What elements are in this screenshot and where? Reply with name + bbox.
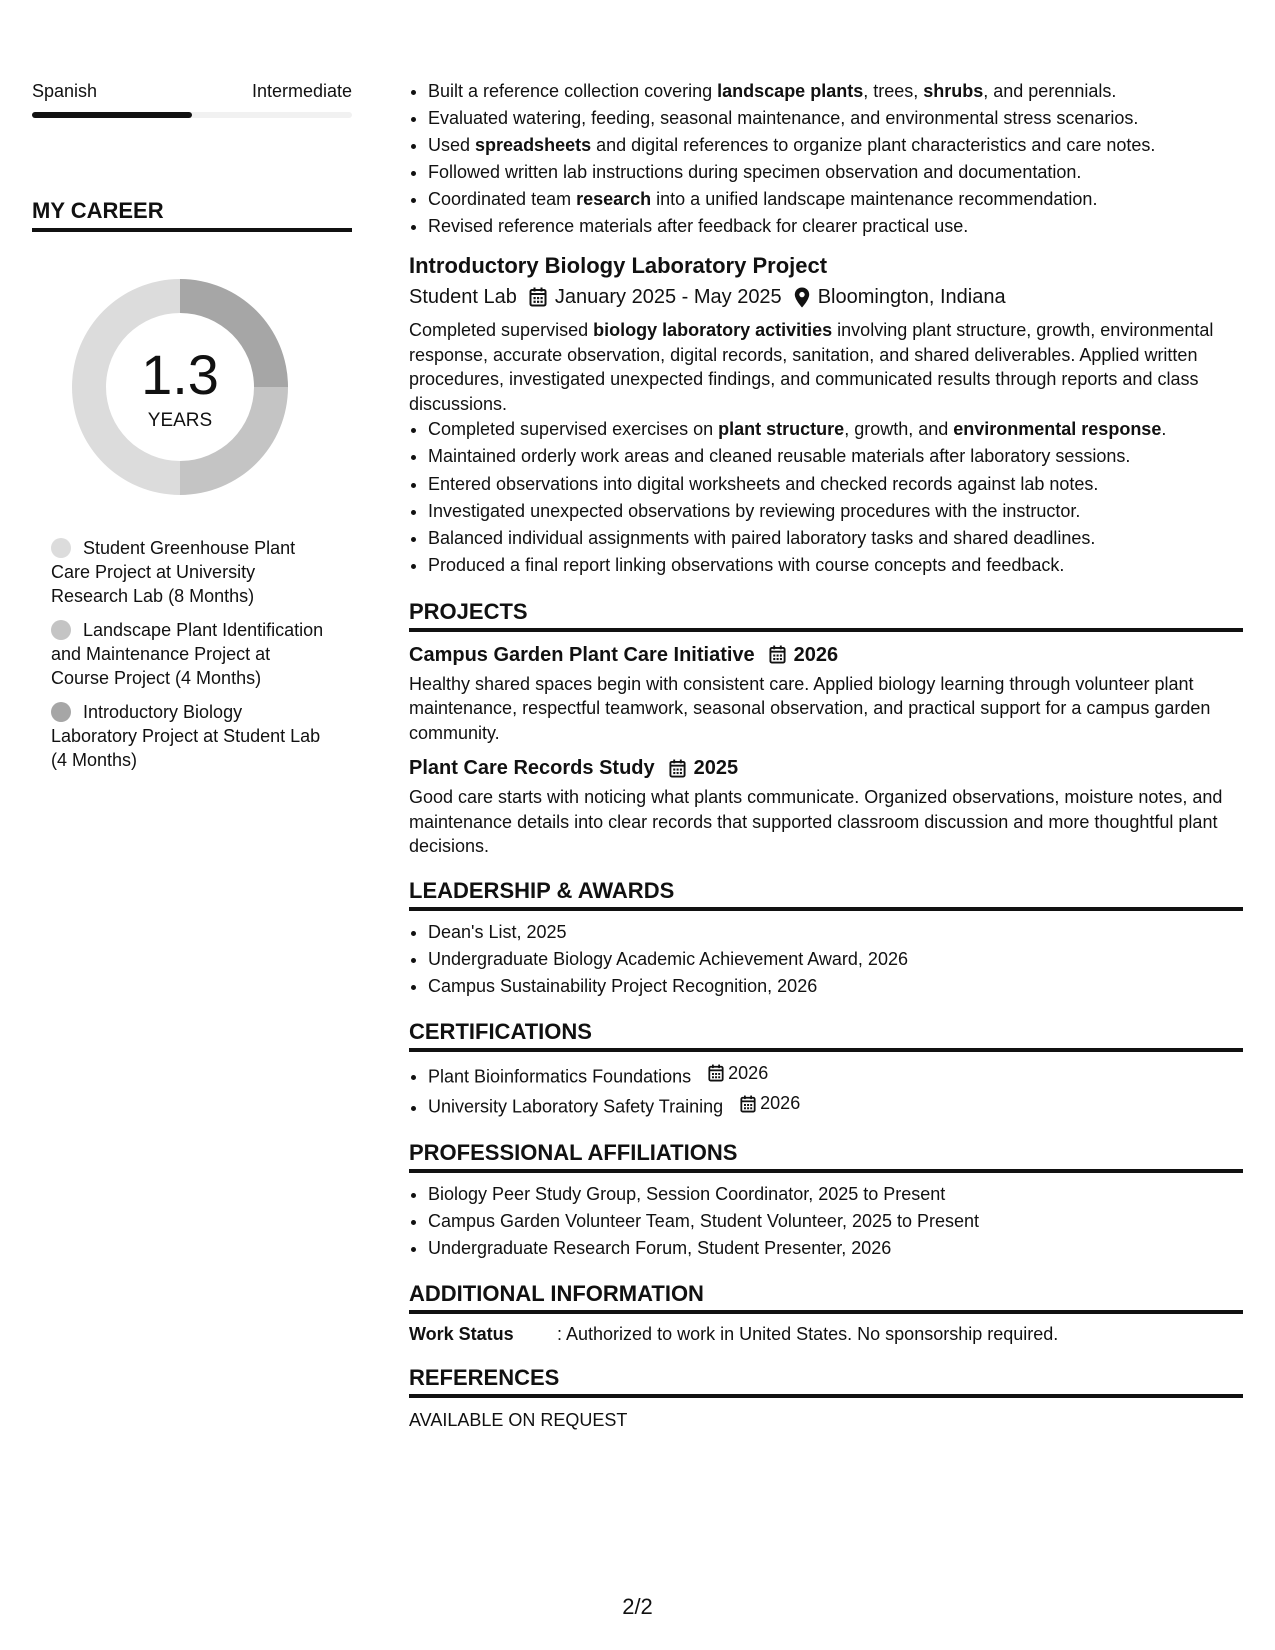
affiliations-list (409, 1181, 1243, 1262)
bullet-text: Used (428, 135, 476, 155)
work-status-label: Work Status (409, 1323, 514, 1344)
bullet-item (428, 213, 1243, 240)
leadership-heading: LEADERSHIP & AWARDS (409, 877, 1243, 911)
role-dates: January 2025 - May 2025 (554, 286, 782, 308)
leadership-item: • Dean's List, 2025 (428, 919, 1243, 946)
bullet-text: Produced a final report linking observations with course concepts and feedback. (428, 555, 1065, 576)
affiliation-item: • Undergraduate Research Forum, Student Presenter, 2026 (428, 1235, 1243, 1262)
language-name: Spanish (32, 81, 98, 101)
project-description: Good care starts with noticing what plants communicate. Organized observations, moisture notes, and maintenance details into clear records that supported classroom discussion and more thoughtful plant decisions. (409, 787, 1223, 857)
timeline-text: Introductory Biology Laboratory Project at Student Lab (4 Months) (51, 702, 321, 770)
role-description (409, 318, 1243, 416)
bullet-text: , growth, and (844, 419, 954, 439)
leadership-list (409, 919, 1243, 1000)
career-heading: MY CAREER (32, 198, 352, 232)
bullet-item (428, 498, 1243, 525)
language-proficiency-fill (32, 112, 192, 118)
main-column (409, 78, 1243, 1432)
calendar-icon (669, 759, 686, 778)
bullet-text: Entered observations into digital worksheets and checked records against lab notes. (428, 473, 1099, 494)
sidebar (32, 80, 352, 782)
timeline-dot-icon (51, 538, 71, 558)
project-item (409, 755, 1243, 859)
bullet-keyword: research (576, 189, 652, 209)
bullet-text: and digital references to organize plant characteristics and care notes. (591, 135, 1156, 155)
timeline-dot-icon (51, 702, 71, 722)
bullet-keyword: spreadsheets (475, 135, 592, 155)
bullet-text: Maintained orderly work areas and cleaned reusable materials after laboratory sessions. (428, 446, 1131, 467)
timeline-text: Student Greenhouse Plant Care Project at University Research Lab (8 Months) (51, 538, 296, 606)
affiliations-heading: PROFESSIONAL AFFILIATIONS (409, 1139, 1243, 1173)
timeline-item (51, 536, 331, 608)
role-bullets (409, 416, 1243, 580)
bullet-text: Built a reference collection covering (428, 81, 718, 101)
project-title: Plant Care Records Study (409, 757, 655, 780)
bullet-item (428, 443, 1243, 470)
project-description: Healthy shared spaces begin with consistent care. Applied biology learning through volunteer plant maintenance, respectful teamwork, seasonal observation, and practical support for a campus garden community. (409, 673, 1211, 743)
certification-year: 2026 (728, 1062, 769, 1083)
bullet-keyword: environmental response (953, 419, 1162, 439)
bullet-text: Balanced individual assignments with paired laboratory tasks and shared deadlines. (428, 528, 1096, 549)
bullet-text: Followed written lab instructions during specimen observation and documentation. (428, 162, 1082, 182)
career-years-unit: YEARS (147, 410, 213, 431)
bullet-item (428, 471, 1243, 498)
bullet-item (428, 416, 1243, 443)
bullet-text: into a unified landscape maintenance recommendation. (651, 189, 1098, 209)
role-organization: Student Lab (409, 286, 517, 308)
certifications-heading: CERTIFICATIONS (409, 1018, 1243, 1052)
career-donut-chart (67, 274, 293, 500)
references-heading: REFERENCES (409, 1364, 1243, 1398)
bullet-item (428, 159, 1243, 186)
certification-item (428, 1090, 1243, 1121)
projects-heading: PROJECTS (409, 598, 1243, 632)
certification-date (708, 1060, 768, 1087)
description-keyword: biology laboratory activities (593, 320, 833, 340)
bullet-text: Completed supervised exercises on (428, 419, 719, 439)
bullet-text: Investigated unexpected observations by reviewing procedures with the instructor. (428, 500, 1081, 521)
timeline-dot-icon (51, 620, 71, 640)
project-year: 2026 (793, 643, 839, 666)
role-location: Bloomington, Indiana (817, 286, 1006, 308)
certification-date (740, 1090, 800, 1117)
bullet-keyword: plant structure (718, 419, 845, 439)
calendar-icon (529, 287, 547, 307)
bullet-text: , and perennials. (983, 81, 1117, 101)
leadership-item: • Campus Sustainability Project Recognition, 2026 (428, 973, 1243, 1000)
career-years-value: 1.3 (141, 343, 219, 406)
certification-item (428, 1060, 1243, 1091)
affiliation-item: • Biology Peer Study Group, Session Coordinator, 2025 to Present (428, 1181, 1243, 1208)
bullet-text: Evaluated watering, feeding, seasonal maintenance, and environmental stress scenarios. (428, 108, 1139, 128)
bullet-keyword: landscape plants (717, 81, 864, 101)
bullet-text: . (1161, 419, 1167, 439)
bullet-item (428, 132, 1243, 159)
location-pin-icon (794, 287, 810, 308)
language-proficiency-bar (32, 112, 352, 118)
career-timeline (32, 536, 331, 772)
description-text: Completed supervised (409, 320, 594, 340)
role-meta (409, 284, 1243, 310)
calendar-icon (708, 1064, 724, 1082)
bullet-text: Coordinated team (428, 189, 577, 209)
timeline-item (51, 618, 331, 690)
project-year: 2025 (693, 757, 739, 780)
certification-name: Plant Bioinformatics Foundations (428, 1066, 692, 1087)
description-text: involving plant structure, growth, environmental response, accurate observation, digital records, sanitation, and shared deliverables. Applied written procedures, investigated unexpected findings, and communicated results through reports and class discussions. (409, 320, 1214, 414)
work-status-value: : Authorized to work in United States. No sponsorship required. (557, 1323, 1059, 1344)
certifications-list (409, 1060, 1243, 1121)
bullet-item (428, 552, 1243, 579)
bullet-item (428, 78, 1243, 105)
project-item (409, 642, 1243, 746)
bullet-item (428, 186, 1243, 213)
role-title: Introductory Biology Laboratory Project (409, 253, 828, 278)
project-title-row (409, 755, 1243, 781)
bullet-text: Revised reference materials after feedback for clearer practical use. (428, 216, 969, 236)
certification-name: University Laboratory Safety Training (428, 1096, 724, 1117)
page-number: 2/2 (622, 1594, 653, 1619)
timeline-item (51, 700, 331, 772)
additional-info-heading: ADDITIONAL INFORMATION (409, 1280, 1243, 1314)
bullet-item (428, 525, 1243, 552)
calendar-icon (769, 645, 786, 664)
timeline-text: Landscape Plant Identification and Maintenance Project at Course Project (4 Months) (51, 620, 324, 688)
bullet-keyword: shrubs (923, 81, 984, 101)
affiliation-item: • Campus Garden Volunteer Team, Student Volunteer, 2025 to Present (428, 1208, 1243, 1235)
certification-year: 2026 (760, 1093, 801, 1114)
language-row (32, 80, 352, 102)
calendar-icon (740, 1095, 756, 1113)
bullet-text: , trees, (863, 81, 924, 101)
work-status-row (409, 1322, 1243, 1346)
leadership-item: • Undergraduate Biology Academic Achievement Award, 2026 (428, 946, 1243, 973)
language-level: Intermediate (251, 81, 352, 101)
project-title-row (409, 642, 1243, 668)
project-title: Campus Garden Plant Care Initiative (409, 643, 755, 666)
references-text: AVAILABLE ON REQUEST (409, 1409, 628, 1430)
previous-role-bullets (409, 78, 1243, 240)
bullet-item (428, 105, 1243, 132)
